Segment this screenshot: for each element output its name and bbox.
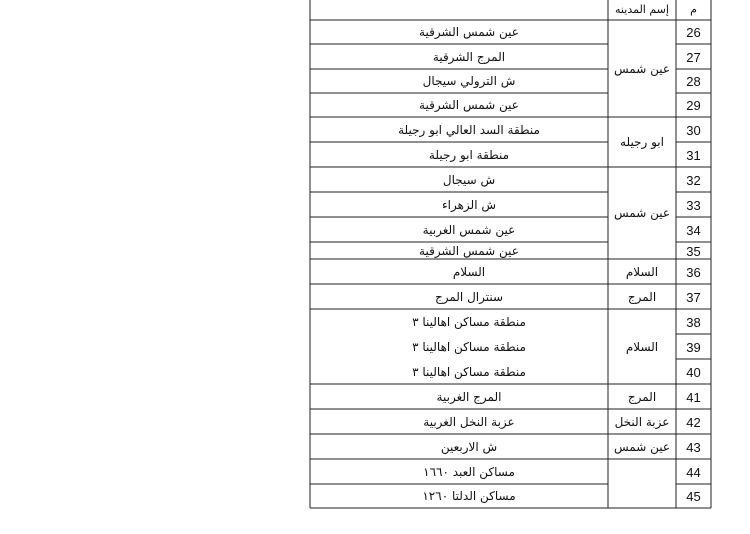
row-number: 33 [686, 197, 701, 213]
city-cell: السلام [625, 339, 659, 354]
row-number: 35 [686, 243, 701, 259]
street-cell: ش الزهراء [442, 197, 496, 212]
city-cell: عزبة النخل [614, 414, 670, 429]
street-cell: ش سيجال [442, 172, 496, 187]
street-cell: السلام [452, 264, 486, 279]
row-number: 41 [686, 389, 701, 405]
street-cell: ش الاربعين [440, 439, 498, 454]
city-cell: عين شمس [613, 61, 671, 76]
city-cell: عين شمس [613, 206, 671, 220]
row-number: 30 [686, 122, 701, 138]
row-number: 40 [686, 364, 701, 380]
row-number: 26 [686, 25, 701, 40]
street-cell: المرج الشرقية [432, 49, 506, 64]
row-number: 32 [686, 172, 701, 188]
street-cell: عزبة النخل الغربية [423, 414, 515, 429]
row-number: 44 [686, 464, 701, 480]
header-num: م [690, 3, 697, 16]
street-cell: عين شمس الشرقية [419, 25, 519, 39]
row-number: 45 [686, 489, 701, 504]
row-number: 27 [686, 49, 701, 65]
city-cell: المرج [627, 289, 657, 304]
city-cell: ابو رجيله [620, 135, 664, 149]
street-cell: منطقة مساكن اهالينا ٣ [412, 314, 526, 329]
city-cell: السلام [625, 264, 659, 279]
street-cell: منطقة السد العالي ابو رجيلة [398, 122, 540, 137]
street-cell: عين شمس الشرقية [419, 98, 519, 112]
row-number: 39 [686, 339, 701, 355]
street-cell: منطقة مساكن اهالينا ٣ [412, 339, 526, 354]
street-cell: ش الترولي سيجال [422, 74, 516, 88]
city-cell: المرج [627, 389, 657, 404]
street-cell: مساكن العبد ١٦٦٠ [423, 464, 515, 479]
row-number: 37 [686, 289, 701, 305]
row-number: 43 [686, 439, 701, 455]
row-number: 34 [686, 222, 701, 238]
row-number: 36 [686, 264, 701, 280]
street-cell: منطقة ابو رجيلة [428, 147, 510, 162]
street-cell: سنترال المرج [434, 289, 504, 304]
street-cell: المرج الغربية [436, 389, 502, 404]
row-number: 29 [686, 98, 701, 113]
city-cell: عين شمس [613, 439, 671, 454]
row-number: 38 [686, 314, 701, 330]
row-number: 31 [686, 147, 701, 163]
street-cell: عين شمس الغربية [422, 222, 516, 237]
street-cell: منطقة مساكن اهالينا ٣ [412, 364, 526, 379]
row-number: 28 [686, 74, 701, 89]
street-cell: مساكن الدلتا ١٢٦٠ [422, 489, 516, 503]
header-city: إسم المدينه [615, 3, 669, 16]
row-number: 42 [686, 414, 701, 430]
street-cell: عين شمس الشرقية [419, 243, 519, 258]
